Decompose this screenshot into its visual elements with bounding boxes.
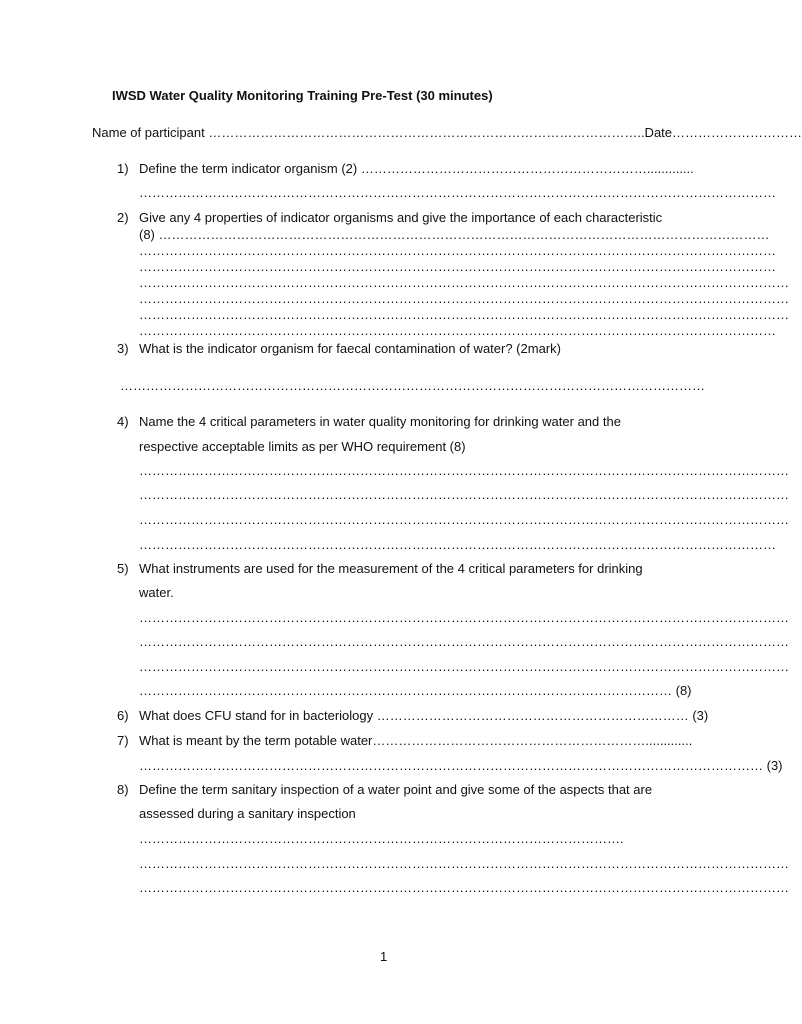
answer-line: ………………………………………………………………………………………………………………………: [120, 378, 705, 393]
question-number: 7): [117, 733, 129, 748]
question-number: 4): [117, 414, 129, 429]
page-title: IWSD Water Quality Monitoring Training Pre-Test (30 minutes): [112, 88, 493, 103]
question-text: What does CFU stand for in bacteriology ……………………………………………………………… (3): [139, 708, 709, 723]
question-text: Name the 4 critical parameters in water quality monitoring for drinking water and the: [139, 414, 621, 429]
answer-line: ……………………………………………………………………………………………………………………………………: [139, 659, 789, 674]
question-text: What instruments are used for the measurement of the 4 critical parameters for drinking: [139, 561, 643, 576]
answer-line: …………………………………………………………………………………………………………………………………: [139, 185, 776, 200]
answer-line: ……………………………………………………………………………………………………………………………………: [139, 610, 789, 625]
answer-line: ……………………………………………………………………………………………………………………………………: [139, 307, 789, 322]
question-text: Define the term sanitary inspection of a water point and give some of the aspects that are: [139, 782, 653, 797]
participant-line: Name of participant ………………………………………………………………………………………..Date…………………………: [92, 125, 802, 140]
answer-line: …………………………………………………………………………………………………………………………………: [139, 243, 776, 258]
answer-line: …………………………………………………………………………………………………………………………………: [139, 259, 776, 274]
answer-line: ……………………………………………………………………………………………………………………………………: [139, 487, 789, 502]
question-text-continued: water.: [139, 585, 174, 600]
answer-line: ……………………………………………………………………………………………………………………………………: [139, 856, 789, 871]
answer-line: ………………………………………………………………………………………………….: [139, 831, 624, 846]
question-number: 8): [117, 782, 129, 797]
question-text-continued: assessed during a sanitary inspection: [139, 806, 356, 821]
answer-line: …………………………………………………………………………………………………………………………………: [139, 537, 776, 552]
question-text: What is meant by the term potable water……………………………………………………….............: [139, 733, 693, 748]
question-text: Define the term indicator organism (2) ………………………………………………………….............: [139, 161, 694, 176]
question-number: 5): [117, 561, 129, 576]
answer-line: ……………………………………………………………………………………………………………………………………: [139, 634, 789, 649]
question-text-continued: (8) ……………………………………………………………………………………………………………………………: [139, 227, 770, 242]
question-number: 6): [117, 708, 129, 723]
answer-line: ……………………………………………………………………………………………………………………………… (3): [139, 758, 783, 773]
answer-line: ……………………………………………………………………………………………………………………………………: [139, 275, 789, 290]
answer-line: …………………………………………………………………………………………………………………………………: [139, 323, 776, 338]
question-text: Give any 4 properties of indicator organisms and give the importance of each characteristic: [139, 210, 663, 225]
answer-line: …………………………………………………………………………………………………………… (8): [139, 683, 692, 698]
question-number: 2): [117, 210, 129, 225]
page-number: 1: [380, 949, 388, 964]
question-text: What is the indicator organism for faecal contamination of water? (2mark): [139, 341, 561, 356]
answer-line: ……………………………………………………………………………………………………………………………………: [139, 880, 789, 895]
question-number: 1): [117, 161, 129, 176]
answer-line: ……………………………………………………………………………………………………………………………………: [139, 512, 789, 527]
answer-line: ……………………………………………………………………………………………………………………………………: [139, 463, 789, 478]
answer-line: ……………………………………………………………………………………………………………………………………: [139, 291, 789, 306]
question-text-continued: respective acceptable limits as per WHO requirement (8): [139, 439, 466, 454]
question-number: 3): [117, 341, 129, 356]
